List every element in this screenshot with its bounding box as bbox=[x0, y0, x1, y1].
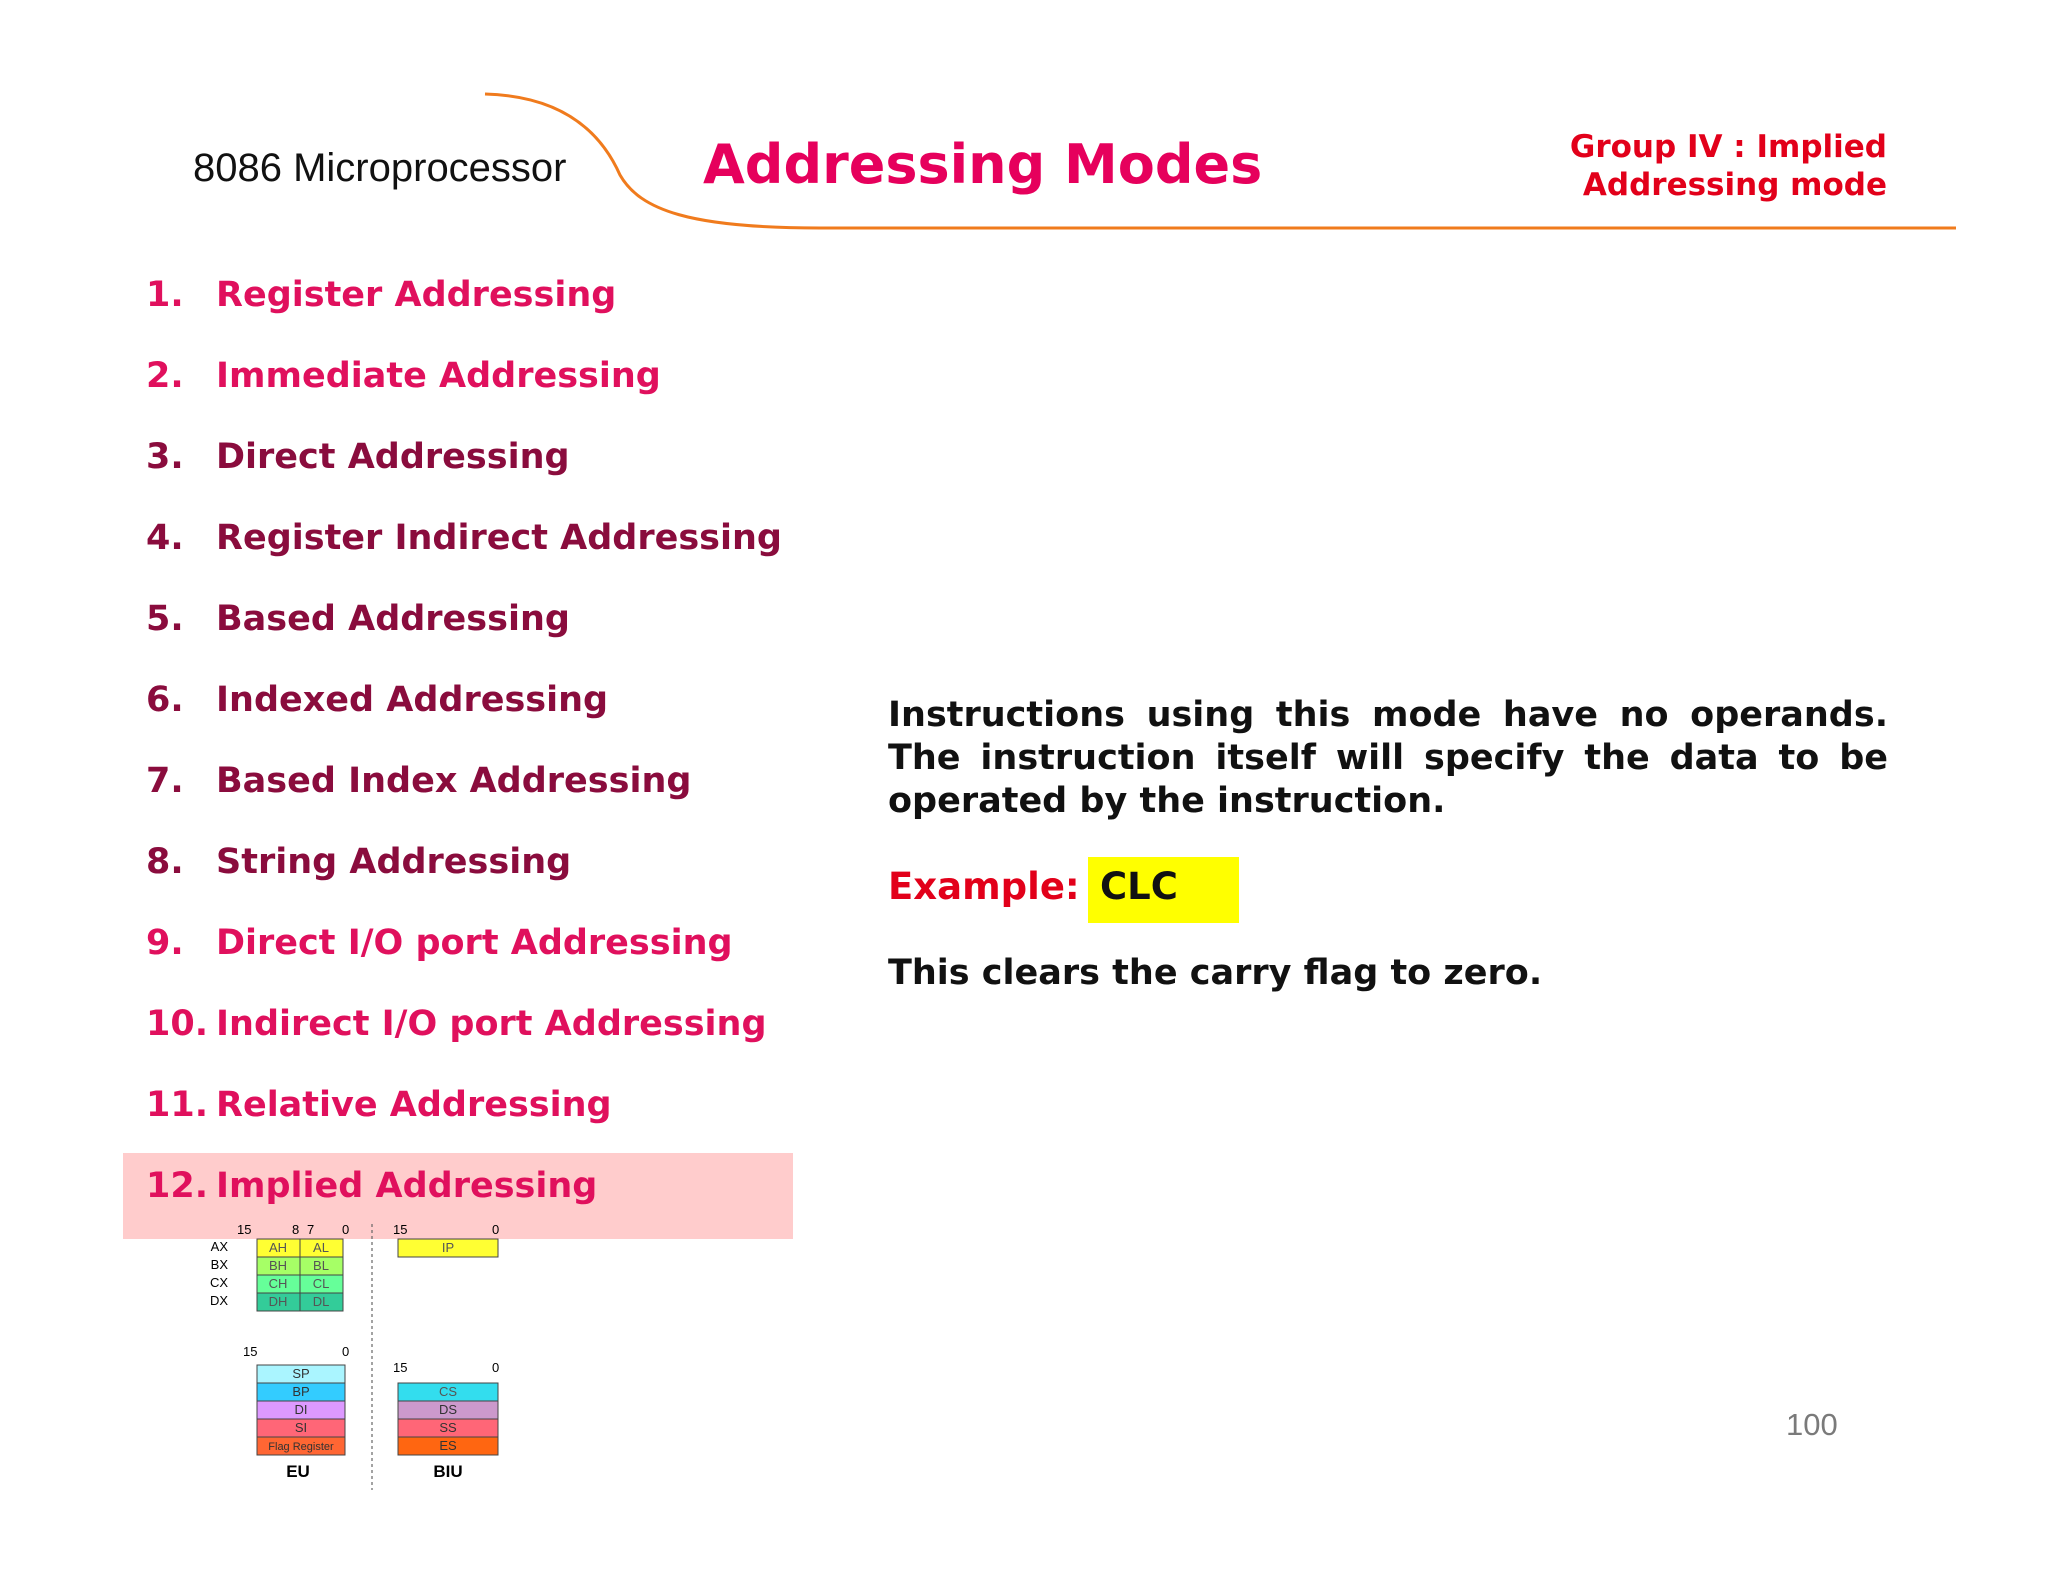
list-item-label: Register Addressing bbox=[216, 275, 617, 315]
list-item-number: 2. bbox=[146, 356, 184, 396]
biu-label: BIU bbox=[433, 1462, 463, 1481]
list-item bbox=[123, 829, 793, 910]
list-item-number: 4. bbox=[146, 518, 184, 558]
addressing-mode-list bbox=[123, 262, 793, 1239]
register-label: ES bbox=[439, 1438, 457, 1453]
register-label: AL bbox=[313, 1240, 329, 1255]
slide-title: Addressing Modes bbox=[703, 133, 1263, 196]
list-item-label: Based Index Addressing bbox=[216, 761, 692, 801]
register-label: DS bbox=[438, 1402, 458, 1417]
bit-label: 7 bbox=[307, 1222, 315, 1237]
list-item-number: 11. bbox=[146, 1085, 209, 1125]
list-item-number: 1. bbox=[146, 275, 184, 315]
register-label: SS bbox=[439, 1420, 457, 1435]
bit-label: 0 bbox=[342, 1344, 350, 1359]
bit-label: 15 bbox=[393, 1360, 408, 1375]
bit-label: 0 bbox=[492, 1360, 500, 1375]
list-item-number: 5. bbox=[146, 599, 184, 639]
list-item bbox=[123, 910, 793, 991]
register-label: SI bbox=[294, 1420, 308, 1435]
general-purpose-registers bbox=[210, 1239, 343, 1311]
list-item bbox=[123, 424, 793, 505]
example-label: Example: bbox=[888, 865, 1080, 908]
register-label: AH bbox=[268, 1240, 288, 1255]
pointer-index-registers bbox=[257, 1365, 345, 1455]
list-item-label: Direct I/O port Addressing bbox=[216, 923, 733, 963]
register-label: BH bbox=[268, 1258, 288, 1273]
list-item-label: Implied Addressing bbox=[216, 1166, 598, 1206]
register-label: DL bbox=[312, 1294, 330, 1309]
register-name: BX bbox=[210, 1257, 228, 1272]
bit-label: 0 bbox=[492, 1222, 500, 1237]
register-label: Flag Register bbox=[268, 1441, 334, 1453]
list-item-number: 9. bbox=[146, 923, 184, 963]
register-name: CX bbox=[209, 1275, 228, 1290]
register-label: BL bbox=[313, 1258, 329, 1273]
register-label: BP bbox=[292, 1384, 310, 1399]
bit-label: 15 bbox=[237, 1222, 252, 1237]
list-item-number: 8. bbox=[146, 842, 184, 882]
register-label: CS bbox=[438, 1384, 458, 1399]
register-name: AX bbox=[210, 1239, 228, 1254]
list-item-label: Based Addressing bbox=[216, 599, 570, 639]
register-label: DI bbox=[294, 1402, 308, 1417]
register-name: DX bbox=[209, 1293, 228, 1308]
group-heading bbox=[1467, 128, 1887, 204]
list-item-label: Direct Addressing bbox=[216, 437, 570, 477]
example-note: This clears the carry flag to zero. bbox=[888, 953, 1543, 993]
page-number: 100 bbox=[1786, 1407, 1838, 1442]
segment-registers bbox=[398, 1383, 498, 1455]
bit-label: 15 bbox=[393, 1222, 408, 1237]
list-item-label: Relative Addressing bbox=[216, 1085, 612, 1125]
list-item bbox=[123, 505, 793, 586]
register-label: SP bbox=[292, 1366, 310, 1381]
eu-label: EU bbox=[286, 1462, 310, 1481]
list-item bbox=[123, 262, 793, 343]
bit-label: 0 bbox=[342, 1222, 350, 1237]
list-item-number: 7. bbox=[146, 761, 184, 801]
list-item bbox=[123, 586, 793, 667]
list-item-label: Indexed Addressing bbox=[216, 680, 609, 720]
list-item bbox=[123, 343, 793, 424]
list-item bbox=[123, 748, 793, 829]
list-item bbox=[123, 991, 793, 1072]
group-heading-line1: Group IV : Implied bbox=[1569, 129, 1887, 165]
bit-label: 15 bbox=[243, 1344, 258, 1359]
register-label: CH bbox=[268, 1276, 288, 1291]
register-diagram bbox=[209, 1220, 515, 1495]
register-label: DH bbox=[268, 1294, 288, 1309]
list-item bbox=[123, 1072, 793, 1153]
list-item bbox=[123, 667, 793, 748]
list-item-label: Register Indirect Addressing bbox=[216, 518, 782, 558]
list-item-label: String Addressing bbox=[216, 842, 572, 882]
group-heading-line2: Addressing mode bbox=[1582, 167, 1887, 203]
list-item-label: Immediate Addressing bbox=[216, 356, 661, 396]
course-subject: 8086 Microprocessor bbox=[193, 146, 567, 190]
bit-label: 8 bbox=[292, 1222, 300, 1237]
register-label: CL bbox=[312, 1276, 330, 1291]
mode-description: Instructions using this mode have no operands. The instruction itself will specify the data to be operated by the instruction. bbox=[888, 695, 1888, 821]
list-item-number: 12. bbox=[146, 1166, 209, 1206]
list-item-number: 6. bbox=[146, 680, 184, 720]
example-code: CLC bbox=[1100, 865, 1178, 908]
register-label: IP bbox=[441, 1240, 455, 1255]
list-item-number: 3. bbox=[146, 437, 184, 477]
list-item-label: Indirect I/O port Addressing bbox=[216, 1004, 767, 1044]
list-item-number: 10. bbox=[146, 1004, 209, 1044]
